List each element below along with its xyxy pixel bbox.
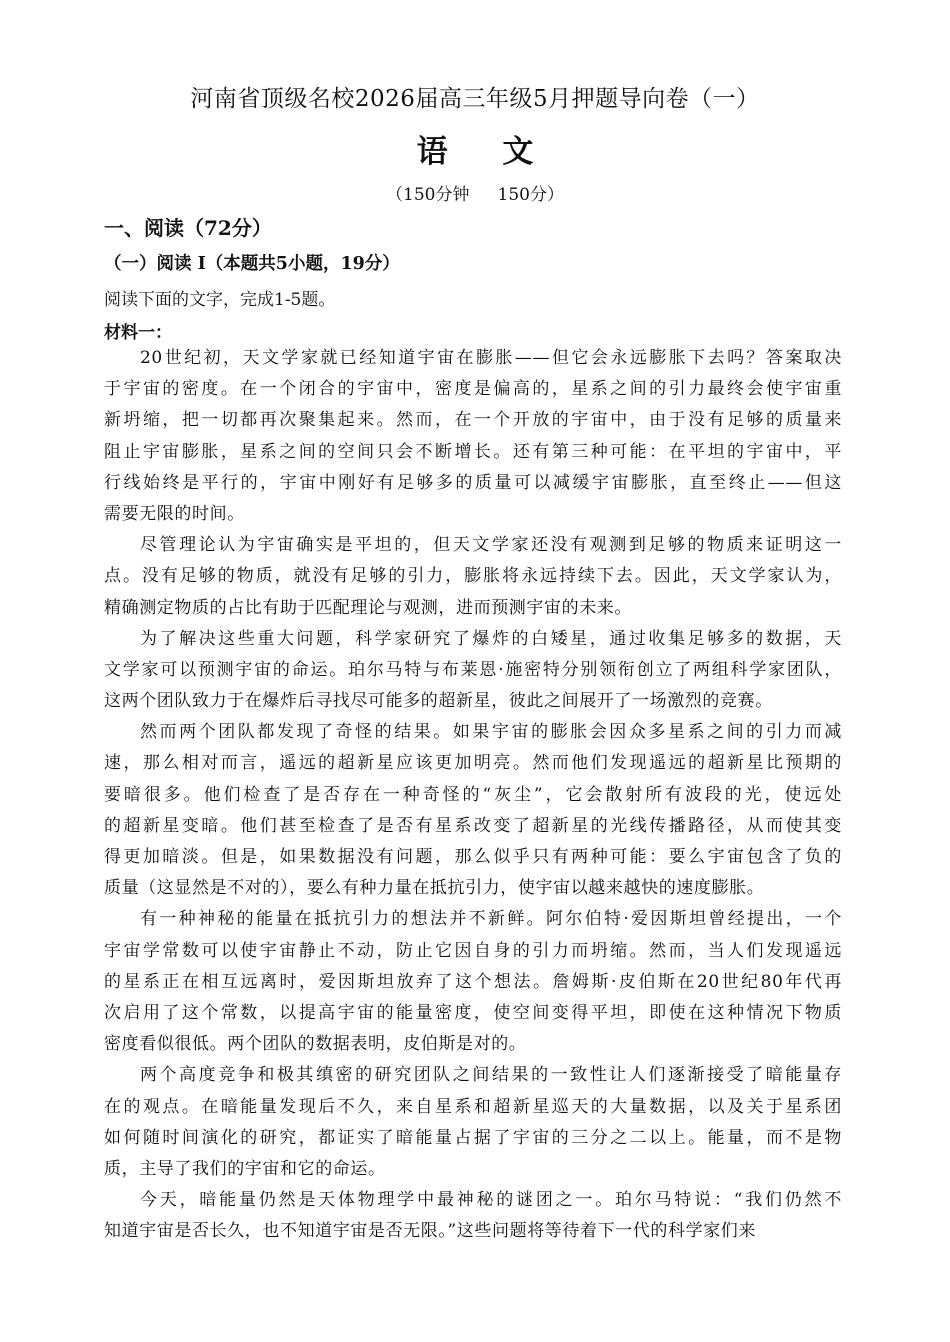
- time-duration: （150分钟: [386, 185, 470, 205]
- paragraph: [104, 1060, 842, 1185]
- paragraph-line: 行线始终是平行的，宇宙中刚好有足够多的质量可以减缓宇宙膨胀，直至终止——但这: [104, 472, 842, 493]
- paragraph: [104, 530, 842, 624]
- reading-passage: [104, 343, 842, 1247]
- paragraph-line: 宇宙学常数可以使宇宙静止不动，防止它因自身的引力而坍缩。然而，当人们发现遥远: [104, 940, 842, 961]
- paragraph-line: 阻止宇宙膨胀，星系之间的空间只会不断增长。还有第三种可能：在平坦的宇宙中，平: [104, 441, 842, 462]
- paragraph-line: 速，那么相对而言，遥远的超新星应该更加明亮。然而他们发现遥远的超新星比预期的: [104, 753, 842, 774]
- section-heading: 一、阅读（72分）: [104, 216, 272, 240]
- time-score-line: [0, 180, 950, 205]
- paragraph-line: 需要无限的时间。: [104, 503, 245, 524]
- subject-title: 语 文: [416, 134, 556, 170]
- paragraph-line: 然而两个团队都发现了奇怪的结果。如果宇宙的膨胀会因众多星系之间的引力而减: [140, 722, 842, 743]
- paragraph: [104, 624, 842, 718]
- paragraph-line: 要暗很多。他们检查了是否存在一种奇怪的“灰尘”，它会散射所有波段的光，使远处: [104, 784, 842, 805]
- paragraph-line: 质量（这显然是不对的），要么有种力量在抵抗引力，使宇宙以越来越快的速度膨胀。: [104, 878, 765, 899]
- paragraph-line: 两个高度竞争和极其缜密的研究团队之间结果的一致性让人们逐渐接受了暗能量存: [140, 1065, 842, 1086]
- exam-title: 河南省顶级名校2026届高三年级5月押题导向卷（一）: [190, 86, 760, 112]
- paragraph-line: 的超新星变暗。他们甚至检查了是否有星系改变了超新星的光线传播路径，从而使其变: [104, 815, 842, 836]
- paragraph-line: 质，主导了我们的宇宙和它的命运。: [104, 1158, 386, 1179]
- paragraph-line: 于宇宙的密度。在一个闭合的宇宙中，密度是偏高的，星系之间的引力最终会使宇宙重: [104, 379, 842, 400]
- subsection-heading: （一）阅读 I（本题共5小题，19分）: [104, 254, 400, 274]
- instruction-text: 阅读下面的文字，完成1-5题。: [104, 290, 336, 310]
- paragraph-line: 如何随时间演化的研究，都证实了暗能量占据了宇宙的三分之二以上。能量，而不是物: [104, 1127, 842, 1148]
- paragraph-line: 在的观点。在暗能量发现后不久，来自星系和超新星巡天的大量数据，以及关于星系团: [104, 1096, 842, 1117]
- paragraph-line: 新坍缩，把一切都再次聚集起来。然而，在一个开放的宇宙中，由于没有足够的质量来: [104, 410, 842, 431]
- paragraph-line: 知道宇宙是否长久，也不知道宇宙是否无限。”这些问题将等待着下一代的科学家们来: [104, 1221, 756, 1242]
- paragraph-line: 为了解决这些重大问题，科学家研究了爆炸的白矮星，通过收集足够多的数据，天: [140, 628, 842, 649]
- paragraph-line: 精确测定物质的占比有助于匹配理论与观测，进而预测宇宙的未来。: [104, 597, 632, 618]
- paragraph-line: 20世纪初，天文学家就已经知道宇宙在膨胀——但它会永远膨胀下去吗？答案取决: [140, 348, 842, 368]
- paragraph-line: 次启用了这个常数，以提高宇宙的能量密度，使空间变得平坦，即使在这种情况下物质: [104, 1002, 842, 1023]
- paragraph-line: 的星系正在相互远离时，爱因斯坦放弃了这个想法。詹姆斯·皮伯斯在20世纪80年代再: [104, 971, 842, 992]
- paragraph-line: 尽管理论认为宇宙确实是平坦的，但天文学家还没有观测到足够的物质来证明这一: [140, 535, 842, 556]
- paragraph-line: 点。没有足够的物质，就没有足够的引力，膨胀将永远持续下去。因此，天文学家认为，: [104, 566, 842, 587]
- material-label: 材料一：: [104, 323, 172, 343]
- paragraph-line: 文学家可以预测宇宙的命运。珀尔马特与布莱恩·施密特分别领衔创立了两组科学家团队，: [104, 659, 842, 680]
- total-score: 150分）: [497, 185, 564, 205]
- paragraph: [104, 904, 842, 1060]
- paragraph: [104, 1185, 842, 1247]
- paragraph-line: 密度看似很低。两个团队的数据表明，皮伯斯是对的。: [104, 1034, 527, 1055]
- paragraph-line: 这两个团队致力于在爆炸后寻找尽可能多的超新星，彼此之间展开了一场激烈的竞赛。: [104, 691, 773, 712]
- paragraph-line: 有一种神秘的能量在抵抗引力的想法并不新鲜。阿尔伯特·爱因斯坦曾经提出，一个: [140, 909, 842, 930]
- paragraph-line: 今天，暗能量仍然是天体物理学中最神秘的谜团之一。珀尔马特说：“我们仍然不: [140, 1190, 842, 1211]
- paragraph: [104, 717, 842, 904]
- paragraph-line: 得更加暗淡。但是，如果数据没有问题，那么似乎只有两种可能：要么宇宙包含了负的: [104, 847, 842, 867]
- paragraph: [104, 343, 842, 530]
